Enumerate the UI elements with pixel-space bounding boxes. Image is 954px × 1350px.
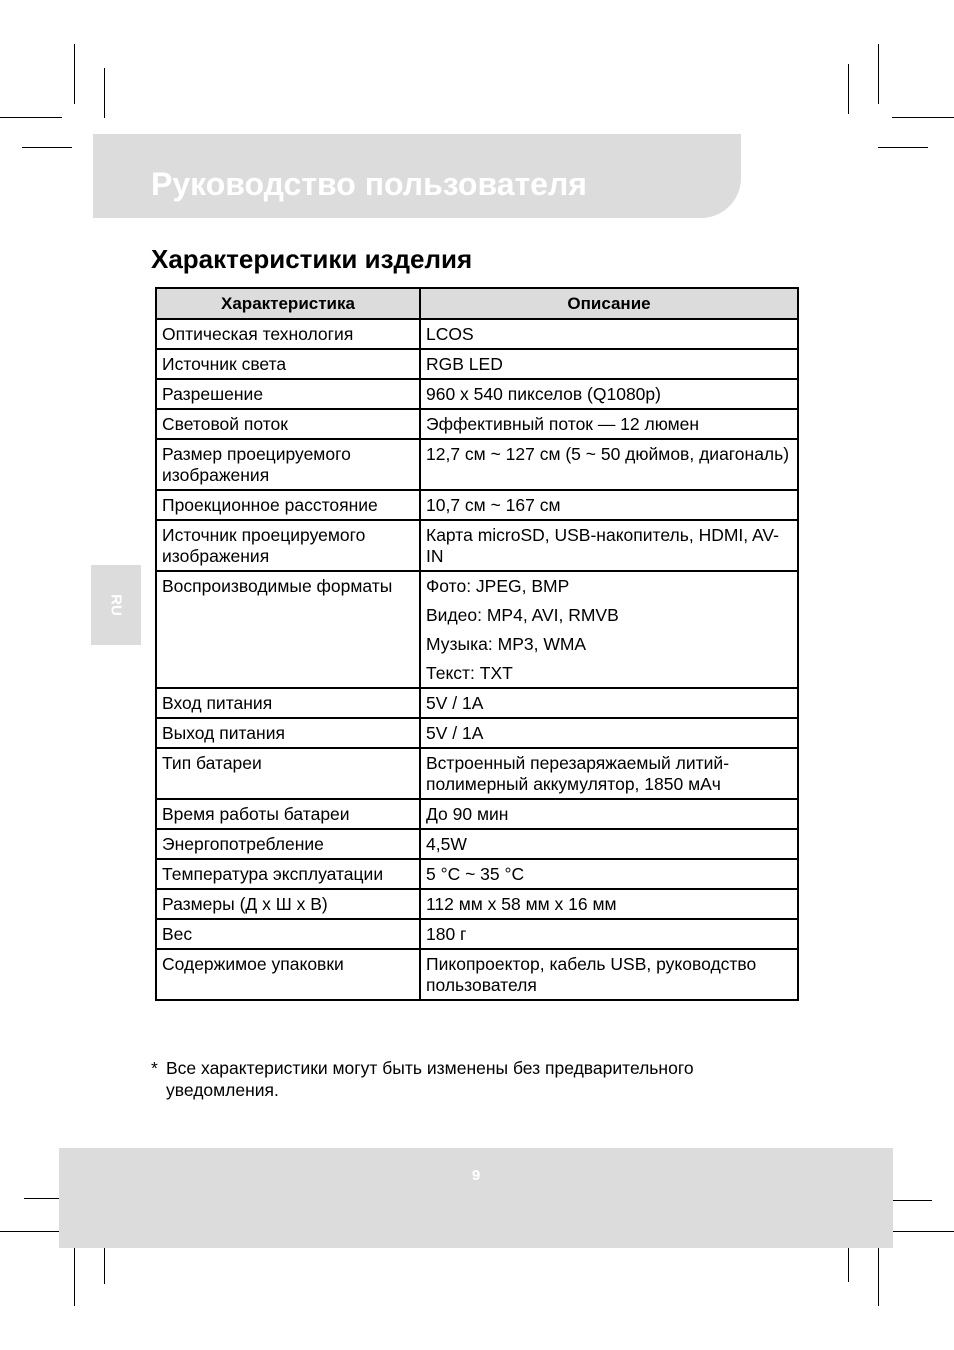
- table-row: [156, 889, 798, 919]
- spec-value: 5 °C ~ 35 °C: [420, 859, 798, 889]
- format-text: Текст: TXT: [426, 663, 513, 683]
- spec-value: RGB LED: [420, 349, 798, 379]
- format-photo: Фото: JPEG, BMP: [426, 576, 570, 596]
- spec-name: Источник проецируемого изображения: [156, 520, 420, 571]
- spec-name: Тип батареи: [156, 748, 420, 799]
- format-video: Видео: MP4, AVI, RMVB: [426, 605, 619, 625]
- crop-mark: [878, 44, 879, 104]
- language-tab: [91, 565, 141, 645]
- table-row: [156, 748, 798, 799]
- spec-name: Выход питания: [156, 718, 420, 748]
- page-title: Руководство пользователя: [151, 166, 587, 202]
- footnote-marker: *: [151, 1058, 158, 1078]
- spec-value: Встроенный перезаряжаемый литий-полимерный аккумулятор, 1850 мАч: [420, 748, 798, 799]
- table-row: [156, 520, 798, 571]
- crop-mark: [878, 147, 928, 148]
- spec-name: Световой поток: [156, 409, 420, 439]
- table-row: [156, 859, 798, 889]
- spec-value-formats: [420, 571, 798, 688]
- spec-value: LCOS: [420, 319, 798, 349]
- spec-table: [155, 287, 799, 1001]
- footer-band: [59, 1148, 893, 1248]
- table-row: [156, 799, 798, 829]
- spec-name: Проекционное расстояние: [156, 490, 420, 520]
- spec-name: Вес: [156, 919, 420, 949]
- spec-name: Вход питания: [156, 688, 420, 718]
- crop-mark: [104, 68, 105, 118]
- spec-name: Время работы батареи: [156, 799, 420, 829]
- spec-value: 5V / 1A: [420, 688, 798, 718]
- crop-mark: [848, 64, 849, 114]
- page-number: 9: [471, 1167, 481, 1184]
- table-row: [156, 409, 798, 439]
- table-row: [156, 439, 798, 490]
- footnote-text: Все характеристики могут быть изменены без предварительного уведомления.: [166, 1058, 694, 1100]
- table-row: [156, 319, 798, 349]
- crop-mark: [74, 1246, 75, 1306]
- crop-mark: [892, 117, 954, 118]
- spec-value: 5V / 1A: [420, 718, 798, 748]
- spec-value: 12,7 см ~ 127 см (5 ~ 50 дюймов, диагональ): [420, 439, 798, 490]
- spec-name: Энергопотребление: [156, 829, 420, 859]
- crop-mark: [0, 1231, 62, 1232]
- spec-value: Эффективный поток — 12 люмен: [420, 409, 798, 439]
- spec-value: 960 x 540 пикселов (Q1080p): [420, 379, 798, 409]
- crop-mark: [74, 44, 75, 104]
- table-row: [156, 349, 798, 379]
- spec-name: Размеры (Д х Ш х В): [156, 889, 420, 919]
- format-music: Музыка: MP3, WMA: [426, 634, 587, 654]
- table-row: [156, 829, 798, 859]
- table-row: [156, 379, 798, 409]
- table-header-row: [156, 288, 798, 319]
- table-row: [156, 949, 798, 1000]
- table-row: [156, 571, 798, 688]
- table-row: [156, 919, 798, 949]
- spec-name: Воспроизводимые форматы: [156, 571, 420, 688]
- crop-mark: [892, 1231, 954, 1232]
- spec-name: Разрешение: [156, 379, 420, 409]
- crop-mark: [22, 147, 72, 148]
- spec-name: Содержимое упаковки: [156, 949, 420, 1000]
- crop-mark: [0, 117, 62, 118]
- spec-value: Пикопроектор, кабель USB, руководство пользователя: [420, 949, 798, 1000]
- spec-value: 180 г: [420, 919, 798, 949]
- table-row: [156, 688, 798, 718]
- spec-value: 112 мм х 58 мм х 16 мм: [420, 889, 798, 919]
- crop-mark: [878, 1246, 879, 1306]
- spec-name: Температура эксплуатации: [156, 859, 420, 889]
- spec-value: 10,7 см ~ 167 см: [420, 490, 798, 520]
- footnote: [151, 1057, 791, 1101]
- table-row: [156, 718, 798, 748]
- spec-value: До 90 мин: [420, 799, 798, 829]
- section-title: Характеристики изделия: [151, 244, 473, 274]
- table-row: [156, 490, 798, 520]
- spec-name: Оптическая технология: [156, 319, 420, 349]
- language-tab-label: RU: [107, 594, 125, 616]
- spec-name: Источник света: [156, 349, 420, 379]
- spec-value: 4,5W: [420, 829, 798, 859]
- header-description: Описание: [420, 288, 798, 319]
- header-feature: Характеристика: [156, 288, 420, 319]
- spec-name: Размер проецируемого изображения: [156, 439, 420, 490]
- spec-value: Карта microSD, USB-накопитель, HDMI, AV-IN: [420, 520, 798, 571]
